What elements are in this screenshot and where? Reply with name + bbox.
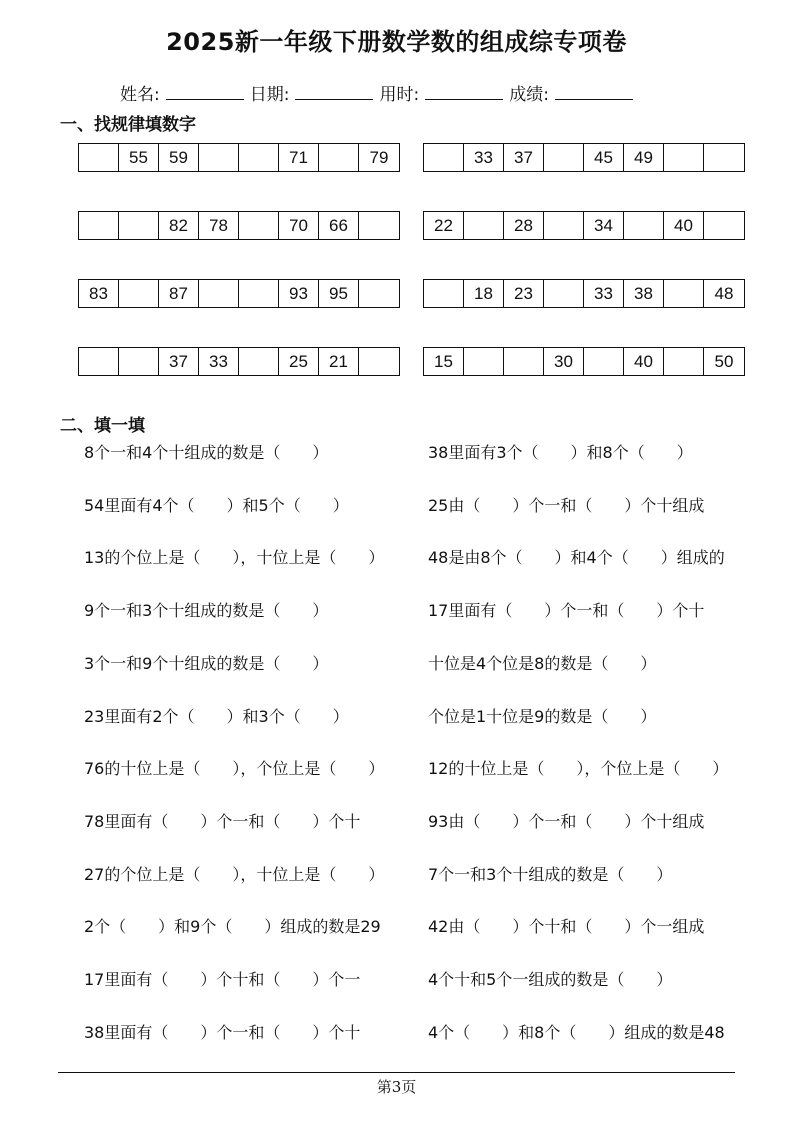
- name-label: 姓名:: [120, 85, 160, 105]
- blank-cell[interactable]: [664, 348, 704, 375]
- number-cell: 21: [319, 348, 359, 375]
- number-cell: 87: [159, 280, 199, 307]
- number-cell: 48: [714, 283, 734, 303]
- date-blank[interactable]: [295, 85, 373, 100]
- number-cell: 38: [624, 280, 664, 307]
- pattern-grid: [78, 279, 400, 308]
- section1-heading: 一、找规律填数字: [60, 115, 196, 135]
- pattern-grid: [423, 347, 745, 376]
- number-cell: 79: [369, 147, 389, 167]
- blank-cell[interactable]: [239, 280, 279, 307]
- time-blank[interactable]: [425, 85, 503, 100]
- number-cell: 70: [279, 212, 319, 239]
- number-cell: 45: [584, 144, 624, 171]
- pattern-grid: [423, 143, 745, 172]
- number-cell: 66: [319, 212, 359, 239]
- number-cell: 33: [464, 144, 504, 171]
- blank-cell[interactable]: [624, 212, 664, 239]
- question-item[interactable]: 23里面有2个（ ）和3个（ ）: [84, 707, 349, 726]
- blank-cell[interactable]: [119, 212, 159, 239]
- blank-cell[interactable]: [359, 348, 399, 375]
- score-blank[interactable]: [555, 85, 633, 100]
- pattern-grid: [423, 211, 745, 240]
- number-cell: 59: [159, 144, 199, 171]
- question-item[interactable]: 12的十位上是（ ），个位上是（ ）: [428, 759, 729, 778]
- number-cell: 37: [504, 144, 544, 171]
- question-item[interactable]: 38里面有3个（ ）和8个（ ）: [428, 443, 693, 462]
- number-cell: 22: [424, 212, 464, 239]
- score-label: 成绩:: [509, 85, 549, 105]
- pattern-grid: [423, 279, 745, 308]
- question-item[interactable]: 25由（ ）个一和（ ）个十组成: [428, 496, 705, 515]
- blank-cell[interactable]: [424, 280, 464, 307]
- number-cell: 18: [464, 280, 504, 307]
- student-info-row: [120, 80, 639, 105]
- question-item[interactable]: 2个（ ）和9个（ ）组成的数是29: [84, 917, 381, 936]
- blank-cell[interactable]: [79, 348, 119, 375]
- blank-cell[interactable]: [664, 280, 704, 307]
- blank-cell[interactable]: [464, 348, 504, 375]
- question-item[interactable]: 个位是1十位是9的数是（ ）: [428, 707, 657, 726]
- question-item[interactable]: 十位是4个位是8的数是（ ）: [428, 654, 657, 673]
- question-item[interactable]: 4个十和5个一组成的数是（ ）: [428, 970, 673, 989]
- number-cell: 83: [79, 280, 119, 307]
- number-cell: 23: [504, 280, 544, 307]
- number-cell: 30: [544, 348, 584, 375]
- blank-cell[interactable]: [79, 212, 119, 239]
- number-cell: 28: [504, 212, 544, 239]
- question-item[interactable]: 17里面有（ ）个一和（ ）个十: [428, 601, 705, 620]
- blank-cell[interactable]: [359, 280, 399, 307]
- number-cell: 40: [624, 348, 664, 375]
- blank-cell[interactable]: [544, 144, 584, 171]
- blank-cell[interactable]: [119, 348, 159, 375]
- blank-cell[interactable]: [199, 144, 239, 171]
- number-cell: 40: [664, 212, 704, 239]
- number-cell: 93: [279, 280, 319, 307]
- time-label: 用时:: [379, 85, 420, 105]
- number-cell: 50: [714, 351, 734, 371]
- number-cell: 49: [624, 144, 664, 171]
- number-cell: 71: [279, 144, 319, 171]
- blank-cell[interactable]: [704, 212, 744, 239]
- score-field[interactable]: [509, 80, 633, 105]
- blank-cell[interactable]: [319, 144, 359, 171]
- question-item[interactable]: 27的个位上是（ ），十位上是（ ）: [84, 865, 385, 884]
- blank-cell[interactable]: [504, 348, 544, 375]
- name-field[interactable]: [120, 80, 244, 105]
- blank-cell[interactable]: [544, 280, 584, 307]
- question-item[interactable]: 13的个位上是（ ），十位上是（ ）: [84, 548, 385, 567]
- blank-cell[interactable]: [664, 144, 704, 171]
- page-title: 2025新一年级下册数学数的组成综专项卷: [166, 28, 627, 56]
- name-blank[interactable]: [166, 85, 244, 100]
- blank-cell[interactable]: [464, 212, 504, 239]
- question-item[interactable]: 54里面有4个（ ）和5个（ ）: [84, 496, 349, 515]
- page-number: 第3页: [376, 1078, 417, 1096]
- blank-cell[interactable]: [79, 144, 119, 171]
- pattern-grid: [78, 347, 400, 376]
- number-cell: 33: [199, 348, 239, 375]
- pattern-grid: [78, 143, 400, 172]
- date-label: 日期:: [249, 85, 290, 105]
- number-cell: 95: [319, 280, 359, 307]
- number-cell: 34: [584, 212, 624, 239]
- footer-divider: [58, 1072, 735, 1073]
- blank-cell[interactable]: [239, 348, 279, 375]
- question-item[interactable]: 93由（ ）个一和（ ）个十组成: [428, 812, 705, 831]
- pattern-grid: [78, 211, 400, 240]
- number-cell: 25: [279, 348, 319, 375]
- number-cell: 33: [584, 280, 624, 307]
- blank-cell[interactable]: [584, 348, 624, 375]
- section2-heading: 二、填一填: [60, 416, 145, 436]
- blank-cell[interactable]: [424, 144, 464, 171]
- question-item[interactable]: 17里面有（ ）个十和（ ）个一: [84, 970, 361, 989]
- question-item[interactable]: 48是由8个（ ）和4个（ ）组成的: [428, 548, 725, 567]
- number-cell: 78: [199, 212, 239, 239]
- date-field[interactable]: [250, 80, 374, 105]
- question-item[interactable]: 4个（ ）和8个（ ）组成的数是48: [428, 1023, 725, 1042]
- question-item[interactable]: 3个一和9个十组成的数是（ ）: [84, 654, 329, 673]
- blank-cell[interactable]: [239, 212, 279, 239]
- blank-cell[interactable]: [239, 144, 279, 171]
- number-cell: 55: [119, 144, 159, 171]
- question-item[interactable]: 8个一和4个十组成的数是（ ）: [84, 443, 329, 462]
- blank-cell[interactable]: [359, 212, 399, 239]
- question-item[interactable]: 9个一和3个十组成的数是（ ）: [84, 601, 329, 620]
- time-field[interactable]: [379, 80, 503, 105]
- number-cell: 15: [424, 348, 464, 375]
- number-cell: 82: [159, 212, 199, 239]
- question-item[interactable]: 7个一和3个十组成的数是（ ）: [428, 865, 673, 884]
- question-item[interactable]: 38里面有（ ）个一和（ ）个十: [84, 1023, 361, 1042]
- blank-cell[interactable]: [544, 212, 584, 239]
- question-item[interactable]: 42由（ ）个十和（ ）个一组成: [428, 917, 705, 936]
- question-item[interactable]: 78里面有（ ）个一和（ ）个十: [84, 812, 361, 831]
- blank-cell[interactable]: [199, 280, 239, 307]
- blank-cell[interactable]: [119, 280, 159, 307]
- blank-cell[interactable]: [704, 144, 744, 171]
- question-item[interactable]: 76的十位上是（ ），个位上是（ ）: [84, 759, 385, 778]
- number-cell: 37: [159, 348, 199, 375]
